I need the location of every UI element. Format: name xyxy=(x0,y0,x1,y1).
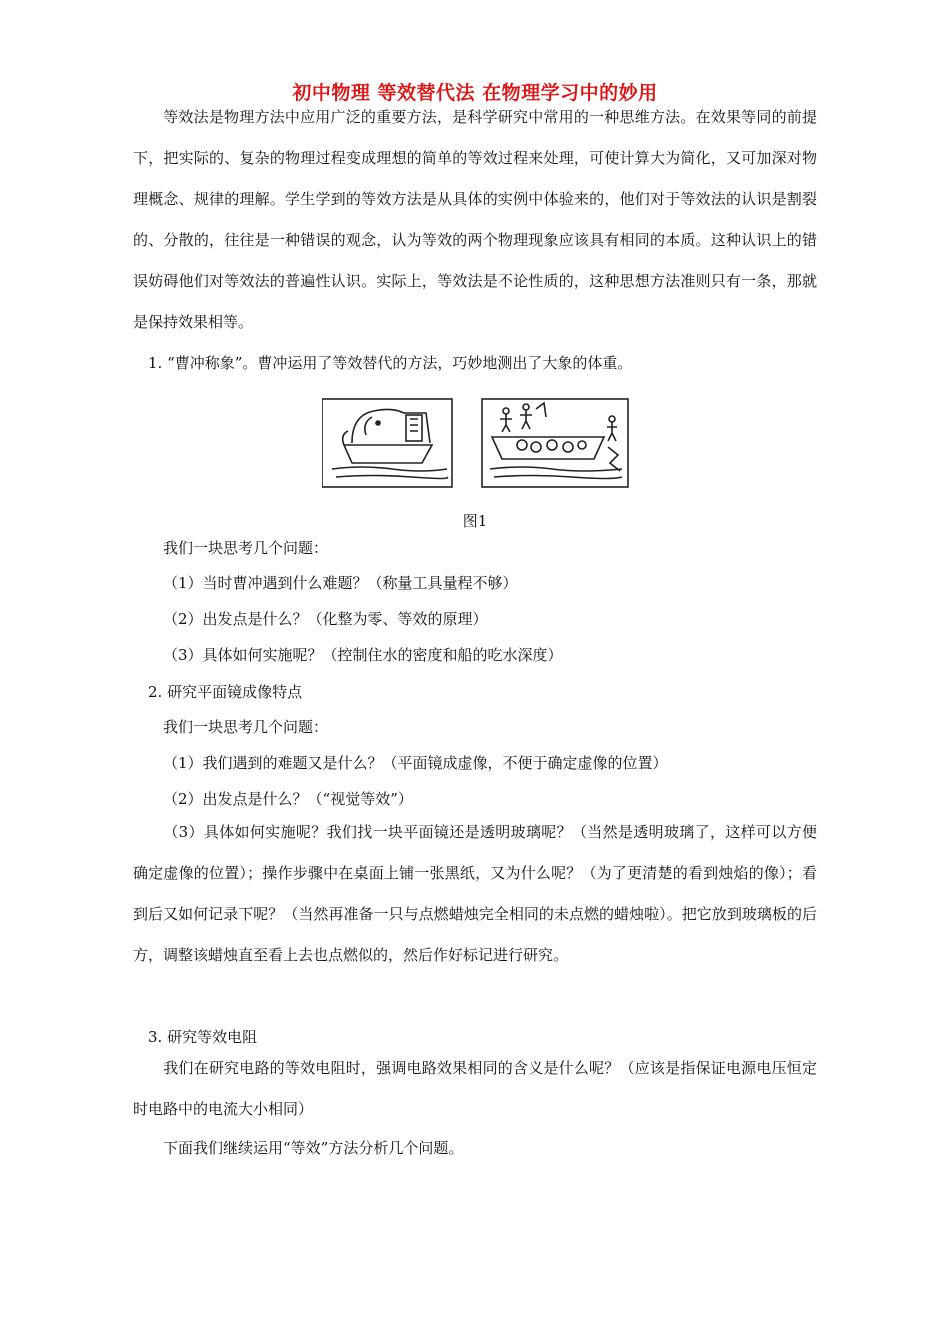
figure-caption: 图1 xyxy=(462,512,488,530)
section1-question-2: （2）出发点是什么？（化整为零、等效的原理） xyxy=(163,610,488,628)
section3-question-text: 我们在研究电路的等效电阻时，强调电路效果相同的含义是什么呢？（应该是指保证电源电压恒定时电路中的电流大小相同） xyxy=(133,1059,817,1118)
section1-question-1: （1）当时曹冲遇到什么难题？（称量工具量程不够） xyxy=(163,574,518,592)
intro-paragraph xyxy=(133,97,817,343)
section3-closing: 下面我们继续运用“等效”方法分析几个问题。 xyxy=(163,1139,464,1157)
elephant-boat-panel xyxy=(322,399,452,487)
section1-heading: 1. “曹冲称象”。曹冲运用了等效替代的方法，巧妙地测出了大象的体重。 xyxy=(148,354,633,372)
section2-question-3 xyxy=(133,812,817,976)
section3-question xyxy=(133,1048,817,1130)
intro-text: 等效法是物理方法中应用广泛的重要方法，是科学研究中常用的一种思维方法。在效果等同的前提下，把实际的、复杂的物理过程变成理想的简单的等效过程来处理，可使计算大为简化，又可加深对物理概念、规律的理解。学生学到的等效方法是从具体的实例中体验来的，他们对于等效法的认识是割裂的、分散的，往往是一种错误的观念，认为等效的两个物理现象应该具有相同的本质。这种认识上的错误妨碍他们对等效法的普遍性认识。实际上，等效法是不论性质的，这种思想方法准则只有一条，那就是保持效果相等。 xyxy=(133,108,817,331)
section3-heading: 3. 研究等效电阻 xyxy=(148,1028,258,1046)
cao-chong-figure xyxy=(322,397,632,492)
section2-lead: 我们一块思考几个问题： xyxy=(163,718,329,736)
section2-question-3-text: （3）具体如何实施呢？我们找一块平面镜还是透明玻璃呢？（当然是透明玻璃了，这样可以方便确定虚像的位置）；操作步骤中在桌面上铺一张黑纸，又为什么呢？（为了更清楚的看到烛焰的像）；看到后又如何记录下呢？（当然再准备一只与点燃蜡烛完全相同的未点燃的蜡烛啦）。把它放到玻璃板的后方，调整该蜡烛直至看上去也点燃似的，然后作好标记进行研究。 xyxy=(133,823,817,964)
document-title: 初中物理 等效替代法 在物理学习中的妙用 xyxy=(292,82,658,104)
stone-boat-panel xyxy=(482,399,628,487)
section1-question-3: （3）具体如何实施呢？（控制住水的密度和船的吃水深度） xyxy=(163,646,563,664)
section2-question-2: （2）出发点是什么？（“视觉等效”） xyxy=(163,790,413,808)
section1-lead: 我们一块思考几个问题： xyxy=(163,539,329,557)
section2-heading: 2. 研究平面镜成像特点 xyxy=(148,683,303,701)
section2-question-1: （1）我们遇到的难题又是什么？（平面镜成虚像，不便于确定虚像的位置） xyxy=(163,754,668,772)
